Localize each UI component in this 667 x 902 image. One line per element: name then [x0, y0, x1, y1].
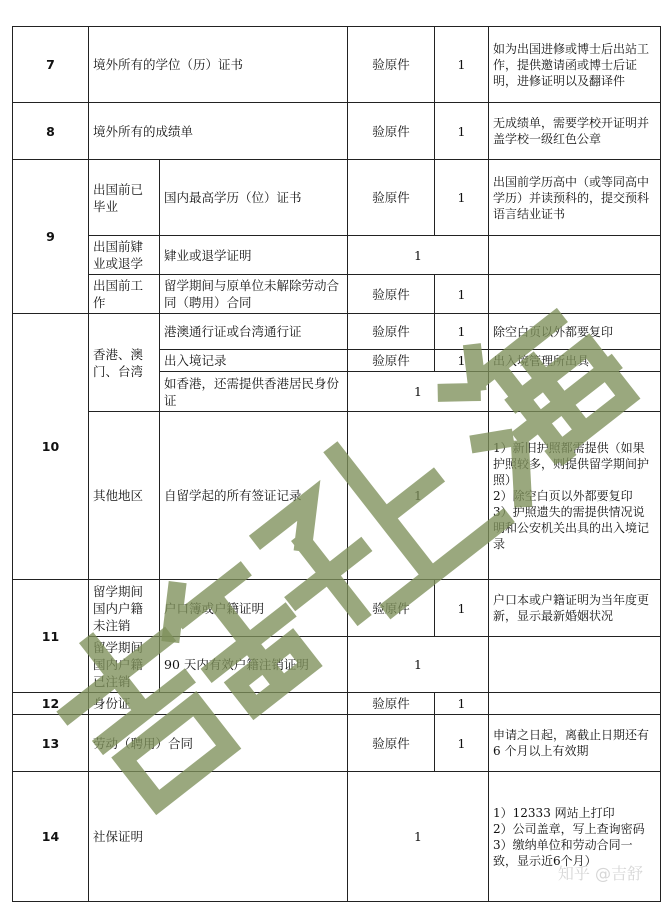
materials-table: [12, 26, 661, 902]
remark: 无成绩单，需要学校开证明并盖学校一级红色公章: [489, 103, 661, 160]
table-row: [13, 275, 661, 314]
requirement: 验原件: [348, 580, 435, 637]
row-number: 14: [13, 772, 89, 902]
remark-empty: [489, 236, 661, 275]
requirement: 验原件: [348, 27, 435, 103]
item-name: 户口簿或户籍证明: [160, 580, 348, 637]
table-row: [13, 715, 661, 772]
remark: 1）新旧护照都需提供（如果护照较多，则提供留学期间护照） 2）除空白页以外都要复印 3）护照遗失的需提供情况说明和公安机关出具的出入境记录: [489, 412, 661, 580]
row-number: 10: [13, 314, 89, 580]
sub-category: 出国前肄业或退学: [89, 236, 160, 275]
table-row: [13, 314, 661, 350]
row-number: 7: [13, 27, 89, 103]
table-row: [13, 637, 661, 693]
requirement: 验原件: [348, 160, 435, 236]
requirement: 验原件: [348, 314, 435, 350]
item-name: 港澳通行证或台湾通行证: [160, 314, 348, 350]
quantity: 1: [435, 580, 489, 637]
quantity: 1: [435, 27, 489, 103]
remark-empty: [489, 372, 661, 412]
item-name: 社保证明: [89, 772, 348, 902]
item-name: 如香港，还需提供香港居民身份证: [160, 372, 348, 412]
sub-category: 其他地区: [89, 412, 160, 580]
row-number: 11: [13, 580, 89, 693]
quantity: 1: [348, 637, 489, 693]
item-name: 肄业或退学证明: [160, 236, 348, 275]
remark-empty: [489, 275, 661, 314]
item-name: 境外所有的成绩单: [89, 103, 348, 160]
quantity: 1: [435, 693, 489, 715]
remark: 除空白页以外都要复印: [489, 314, 661, 350]
table-row: [13, 236, 661, 275]
remark: 户口本或户籍证明为当年度更新，显示最新婚姻状况: [489, 580, 661, 637]
item-name: 国内最高学历（位）证书: [160, 160, 348, 236]
item-name: 90 天内有效户籍注销证明: [160, 637, 348, 693]
row-number: 13: [13, 715, 89, 772]
table-row: [13, 580, 661, 637]
quantity: 1: [348, 412, 489, 580]
quantity: 1: [435, 160, 489, 236]
sub-category: 出国前已毕业: [89, 160, 160, 236]
requirement: 验原件: [348, 715, 435, 772]
remark: 出国前学历高中（或等同高中学历）并读预科的，提交预科语言结业证书: [489, 160, 661, 236]
item-name: 劳动（聘用）合同: [89, 715, 348, 772]
remark-empty: [489, 693, 661, 715]
requirement: 验原件: [348, 350, 435, 372]
sub-category: 香港、澳门、台湾: [89, 314, 160, 412]
quantity: 1: [435, 103, 489, 160]
remark-empty: [489, 637, 661, 693]
remark: 1）12333 网站上打印 2）公司盖章，写上查询密码 3）缴纳单位和劳动合同一致，显示近6个月）: [489, 772, 661, 902]
quantity: 1: [435, 314, 489, 350]
item-name: 身份证: [89, 693, 348, 715]
item-name: 留学期间与原单位未解除劳动合同（聘用）合同: [160, 275, 348, 314]
item-name: 境外所有的学位（历）证书: [89, 27, 348, 103]
remark: 如为出国进修或博士后出站工作，提供邀请函或博士后证明，进修证明以及翻译件: [489, 27, 661, 103]
sub-category: 留学期间国内户籍未注销: [89, 580, 160, 637]
table-row: [13, 412, 661, 580]
quantity: 1: [435, 275, 489, 314]
table-row: [13, 103, 661, 160]
item-name: 出入境记录: [160, 350, 348, 372]
table-row: [13, 160, 661, 236]
sub-category: 留学期间国内户籍已注销: [89, 637, 160, 693]
source-watermark: 知乎 @吉舒: [557, 864, 643, 883]
sub-category: 出国前工作: [89, 275, 160, 314]
remark: 申请之日起，离截止日期还有 6 个月以上有效期: [489, 715, 661, 772]
item-name: 自留学起的所有签证记录: [160, 412, 348, 580]
remark: 出入境管理所出具: [489, 350, 661, 372]
requirement: 验原件: [348, 693, 435, 715]
row-number: 9: [13, 160, 89, 314]
row-number: 8: [13, 103, 89, 160]
requirement: 验原件: [348, 103, 435, 160]
row-number: 12: [13, 693, 89, 715]
quantity: 1: [348, 772, 489, 902]
quantity: 1: [435, 350, 489, 372]
table-row: [13, 693, 661, 715]
requirement: 验原件: [348, 275, 435, 314]
table-row: [13, 27, 661, 103]
quantity: 1: [435, 715, 489, 772]
quantity: 1: [348, 236, 489, 275]
quantity: 1: [348, 372, 489, 412]
